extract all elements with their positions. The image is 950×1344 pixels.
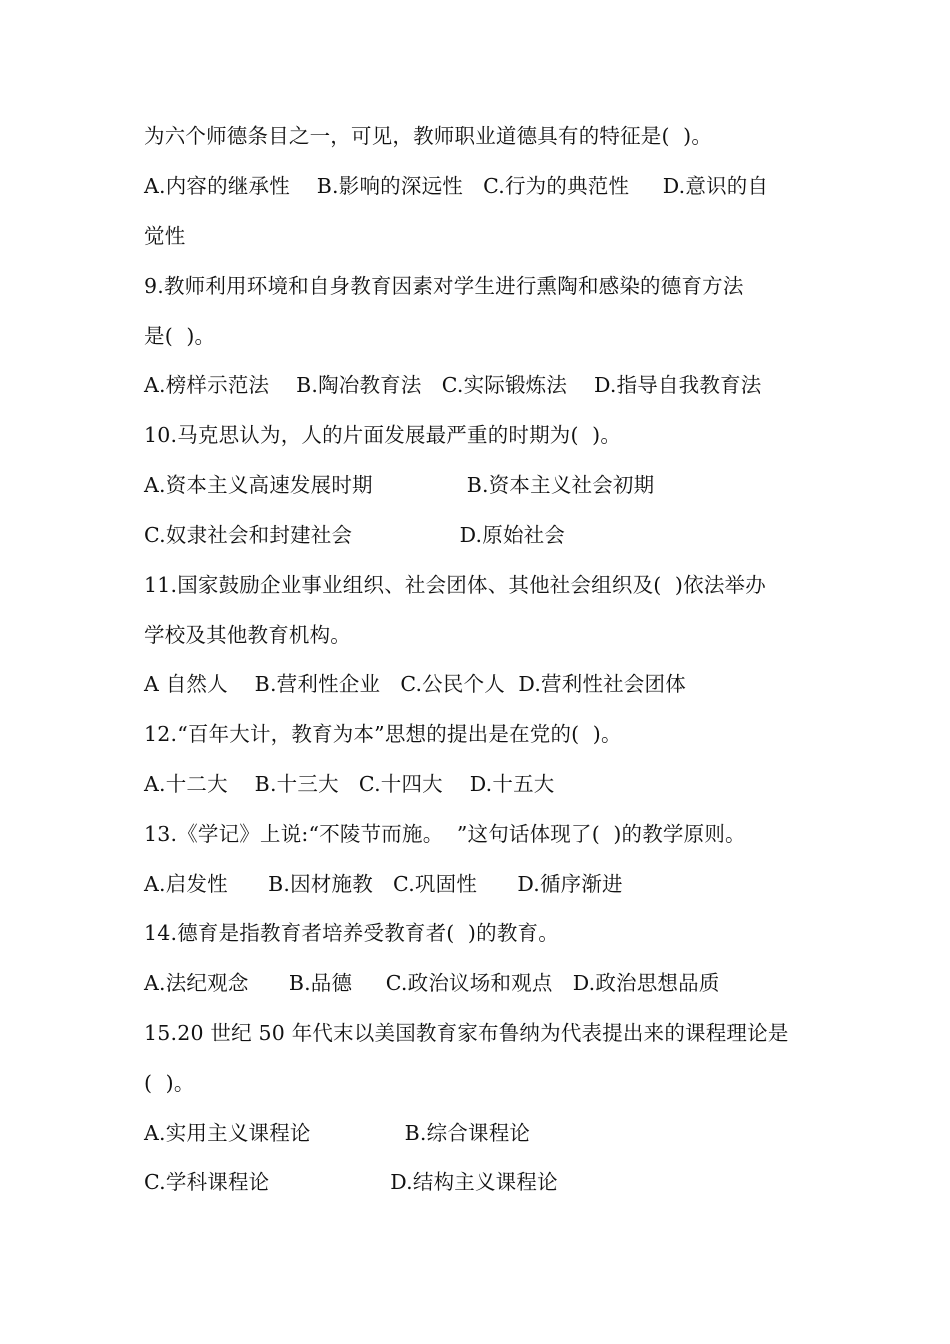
text-line: A.启发性 B.因材施教 C.巩固性 D.循序渐进 (144, 872, 623, 896)
text-line: A.内容的继承性 B.影响的深远性 C.行为的典范性 D.意识的自 (144, 174, 769, 198)
text-line: A 自然人 B.营利性企业 C.公民个人 D.营利性社会团体 (144, 672, 686, 696)
text-line: A.法纪观念 B.品德 C.政治议场和观点 D.政治思想品质 (144, 971, 720, 995)
text-line: 13.《学记》上说:“不陵节而施。 ”这句话体现了( )的教学原则。 (144, 822, 746, 846)
text-line: 12.“百年大计，教育为本”思想的提出是在党的( )。 (144, 722, 622, 746)
text-line: 为六个师德条目之一，可见，教师职业道德具有的特征是( )。 (144, 124, 713, 148)
text-line: A.十二大 B.十三大 C.十四大 D.十五大 (144, 772, 555, 796)
text-line: A.资本主义高速发展时期 B.资本主义社会初期 (144, 473, 655, 497)
text-line: 学校及其他教育机构。 (144, 623, 351, 647)
text-line: ( )。 (144, 1071, 195, 1095)
text-line: 是( )。 (144, 324, 216, 348)
text-line: 15.20 世纪 50 年代末以美国教育家布鲁纳为代表提出来的课程理论是 (144, 1021, 789, 1045)
text-line: 11.国家鼓励企业事业组织、社会团体、其他社会组织及( )依法举办 (144, 573, 766, 597)
text-line: A.榜样示范法 B.陶冶教育法 C.实际锻炼法 D.指导自我教育法 (144, 373, 762, 397)
text-line: C.学科课程论 D.结构主义课程论 (144, 1170, 558, 1194)
text-line: 觉性 (144, 224, 186, 248)
text-line: C.奴隶社会和封建社会 D.原始社会 (144, 523, 566, 547)
text-line: 10.马克思认为，人的片面发展最严重的时期为( )。 (144, 423, 622, 447)
text-line: 9.教师利用环境和自身教育因素对学生进行熏陶和感染的德育方法 (144, 274, 744, 298)
text-line: 14.德育是指教育者培养受教育者( )的教育。 (144, 921, 559, 945)
text-line: A.实用主义课程论 B.综合课程论 (144, 1121, 531, 1145)
